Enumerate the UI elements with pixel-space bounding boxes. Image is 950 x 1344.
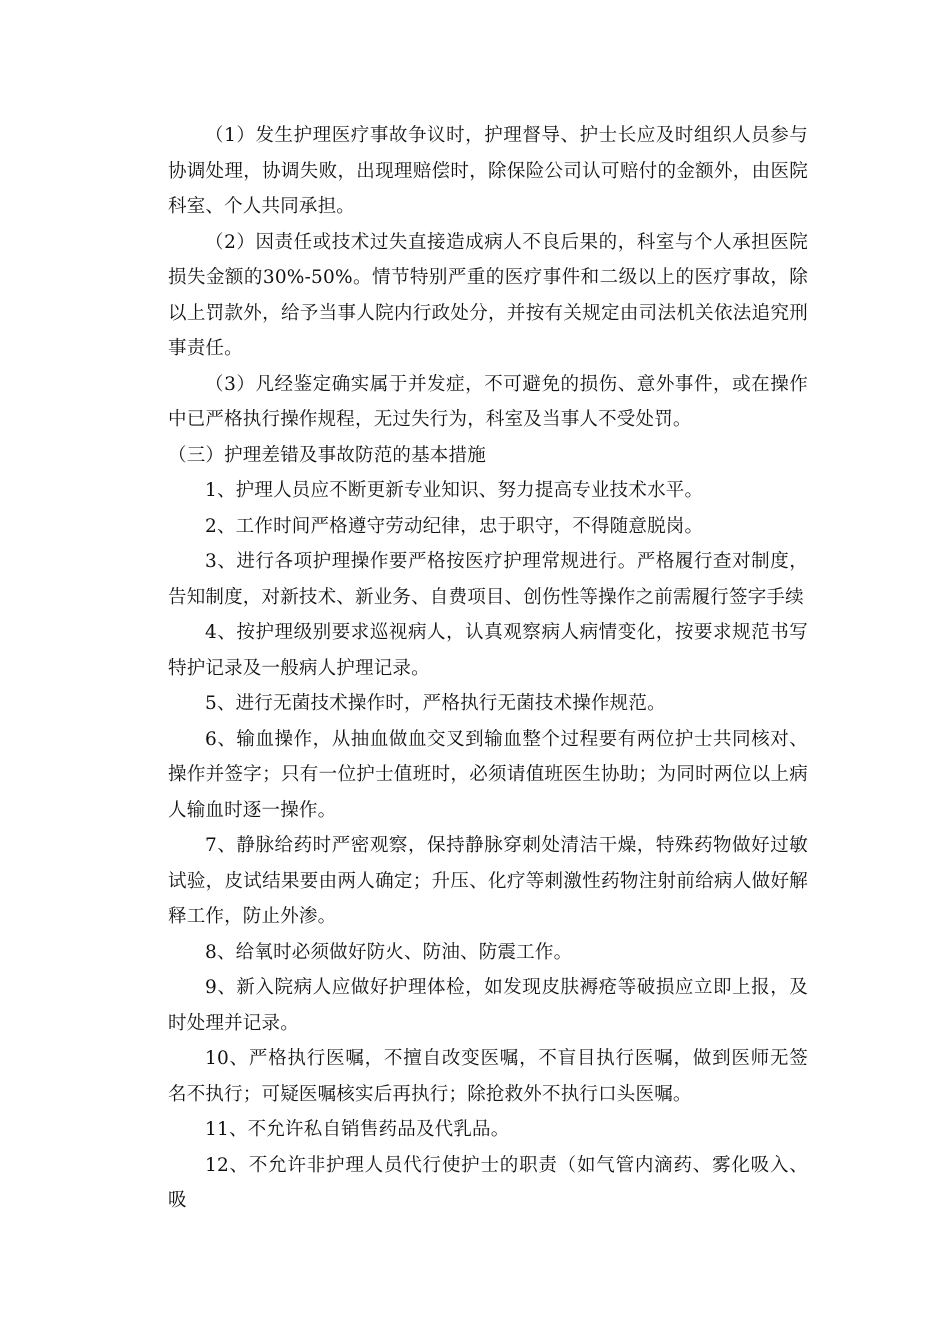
paragraph-clause-1: （1）发生护理医疗事故争议时，护理督导、护士长应及时组织人员参与协调处理，协调失败，出现理赔偿时，除保险公司认可赔付的金额外，由医院科室、个人共同承担。 <box>168 125 808 217</box>
document-page <box>168 118 808 1219</box>
measure-item-10: 10、严格执行医嘱，不擅自改变医嘱，不盲目执行医嘱，做到医师无签名不执行；可疑医嘱核实后再执行；除抢救外不执行口头医嘱。 <box>168 1048 808 1105</box>
measure-item-3: 3、进行各项护理操作要严格按医疗护理常规进行。严格履行查对制度，告知制度，对新技术、新业务、自费项目、创伤性等操作之前需履行签字手续 <box>168 551 808 608</box>
measure-item-12: 12、不允许非护理人员代行使护士的职责（如气管内滴药、雾化吸入、吸 <box>168 1154 808 1211</box>
measure-item-1: 1、护理人员应不断更新专业知识、努力提高专业技术水平。 <box>205 480 704 501</box>
section-heading: （三）护理差错及事故防范的基本措施 <box>168 444 486 466</box>
measure-item-4: 4、按护理级别要求巡视病人，认真观察病人病情变化，按要求规范书写特护记录及一般病人护理记录。 <box>168 622 808 679</box>
measure-item-2: 2、工作时间严格遵守劳动纪律，忠于职守，不得随意脱岗。 <box>205 515 704 537</box>
measure-item-8: 8、给氧时必须做好防火、防油、防震工作。 <box>205 941 573 963</box>
measure-item-11: 11、不允许私自销售药品及代乳品。 <box>205 1119 510 1140</box>
paragraph-clause-2: （2）因责任或技术过失直接造成病人不良后果的，科室与个人承担医院损失金额的30%-50%。情节特别严重的医疗事件和二级以上的医疗事故，除以上罚款外，给予当事人院内行政处分，并按有关规定由司法机关依法追究刑事责任。 <box>168 231 808 359</box>
measure-item-5: 5、进行无菌技术操作时，严格执行无菌技术操作规范。 <box>205 693 666 714</box>
measure-item-7: 7、静脉给药时严密观察，保持静脉穿刺处清洁干燥，特殊药物做好过敏试验，皮试结果要由两人确定；升压、化疗等刺激性药物注射前给病人做好解释工作，防止外渗。 <box>168 835 808 927</box>
measure-item-6: 6、输血操作，从抽血做血交叉到输血整个过程要有两位护士共同核对、操作并签字；只有一位护士值班时，必须请值班医生协助；为同时两位以上病人输血时逐一操作。 <box>168 728 808 821</box>
measure-item-9: 9、新入院病人应做好护理体检，如发现皮肤褥疮等破损应立即上报，及时处理并记录。 <box>168 977 808 1034</box>
paragraph-clause-3: （3）凡经鉴定确实属于并发症，不可避免的损伤、意外事件，或在操作中已严格执行操作规程，无过失行为，科室及当事人不受处罚。 <box>168 373 808 430</box>
